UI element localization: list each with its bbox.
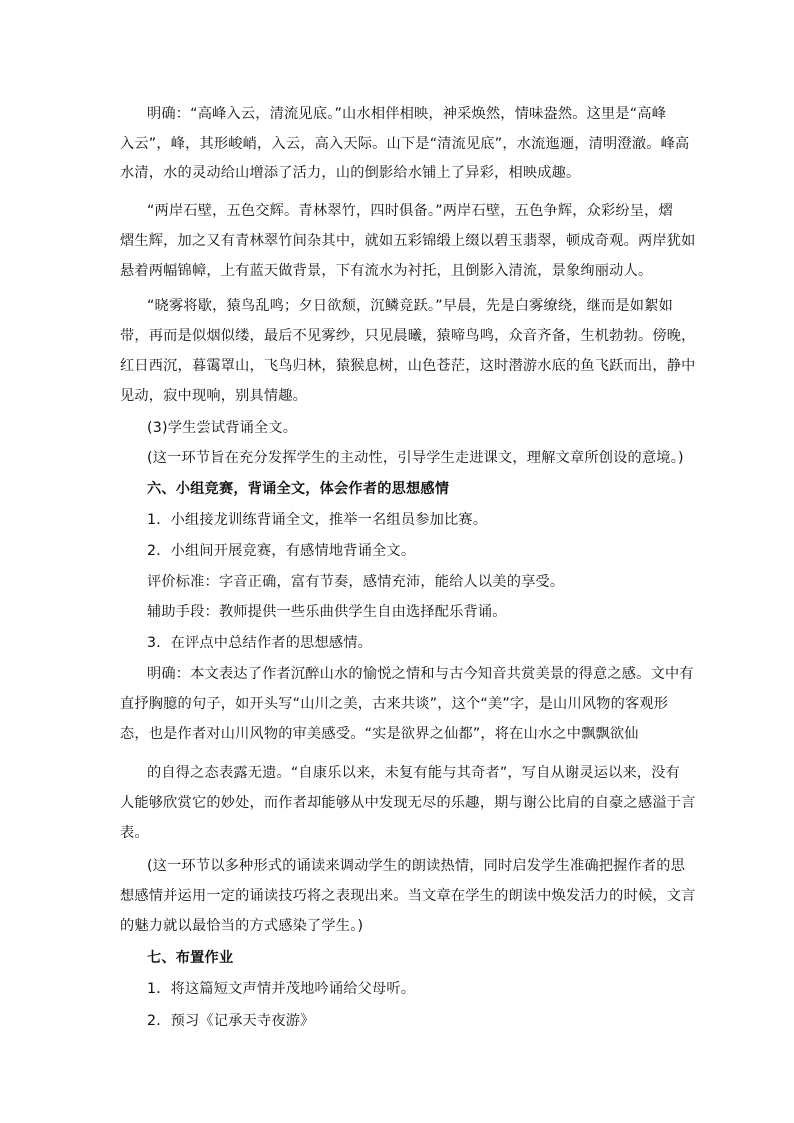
section-heading: 七、布置作业 (147, 950, 234, 966)
paragraph-line: (3)学生尝试背诵全文。 (147, 420, 298, 436)
paragraph-line: 辅助手段：教师提供一些乐曲供学生自由选择配乐背诵。 (147, 604, 507, 620)
paragraph-line: 人能够欣赏它的妙处，而作者却能够从中发现无尽的乐趣，期与谢公比肩的自豪之感溢于言 (120, 795, 696, 811)
paragraph-line: 熠生辉，加之又有青林翠竹间杂其中，就如五彩锦缎上缀以碧玉翡翠，顿成奇观。两岸犹如 (120, 233, 696, 249)
section-heading: 六、小组竞赛，背诵全文，体会作者的思想感情 (147, 481, 450, 497)
paragraph-line: 2．小组间开展竞赛，有感情地背诵全文。 (147, 543, 416, 559)
paragraph-line: 评价标准：字音正确，富有节奏，感情充沛，能给人以美的享受。 (147, 574, 565, 590)
paragraph-line: 3．在评点中总结作者的思想感情。 (147, 635, 373, 651)
paragraph-line: 明确：本文表达了作者沉醉山水的愉悦之情和与古今知音共赏美景的得意之感。文中有 (147, 666, 694, 682)
paragraph-line: 直抒胸臆的句子，如开头写“山川之美，古来共谈”，这个“美”字，是山川风物的客观形 (120, 696, 669, 712)
paragraph-line: 想感情并运用一定的诵读技巧将之表现出来。当文章在学生的朗读中焕发活力的时候，文言 (120, 888, 696, 904)
paragraph-line: “两岸石壁，五色交辉。青林翠竹，四时俱备。”两岸石壁，五色争辉，众彩纷呈，熠 (147, 203, 673, 219)
paragraph-line: 表。 (120, 825, 149, 841)
paragraph-line: 明确：“高峰入云，清流见底。”山水相伴相映，神采焕然，情味盎然。这里是“高峰 (147, 106, 667, 122)
paragraph-line: 悬着两幅锦幛，上有蓝天做背景，下有流水为衬托，且倒影入清流，景象绚丽动人。 (120, 263, 653, 279)
paragraph-line: 的魅力就以最恰当的方式感染了学生。) (120, 918, 364, 934)
paragraph-line: 带，再而是似烟似缕，最后不见雾纱，只见晨曦，猿啼鸟鸣，众音齐备，生机勃勃。傍晚， (120, 328, 696, 344)
paragraph-line: 2．预习《记承天寺夜游》 (147, 1013, 315, 1029)
paragraph-line: (这一环节以多种形式的诵读来调动学生的朗读热情，同时启发学生准确把握作者的思 (147, 858, 686, 874)
paragraph-line: “晓雾将歇，猿鸟乱鸣；夕日欲颓，沉鳞竞跃。”早晨，先是白雾缭绕，继而是如絮如 (147, 298, 673, 314)
paragraph-line: 见动，寂中现响，别具情趣。 (120, 388, 308, 404)
paragraph-line: 1．小组接龙训练背诵全文，推举一名组员参加比赛。 (147, 512, 488, 528)
paragraph-line: 水清，水的灵动给山增添了活力，山的倒影给水铺上了异彩，相映成趣。 (120, 165, 581, 181)
paragraph-line: (这一环节旨在充分发挥学生的主动性，引导学生走进课文，理解文章所创设的意境。) (147, 450, 684, 466)
paragraph-line: 态，也是作者对山川风物的审美感受。“实是欲界之仙都”，将在山水之中飘飘欲仙 (120, 726, 639, 742)
paragraph-line: 入云”，峰，其形峻峭，入云，高入天际。山下是“清流见底”，水流迤逦，清明澄澈。峰高 (120, 136, 690, 152)
paragraph-line: 1．将这篇短文声情并茂地吟诵给父母听。 (147, 981, 416, 997)
paragraph-line: 红日西沉，暮霭罩山，飞鸟归林，猿猴息树，山色苍茫，这时潜游水底的鱼飞跃而出，静中 (120, 358, 696, 374)
paragraph-line: 的自得之态表露无遗。“自康乐以来，未复有能与其奇者”，写自从谢灵运以来，没有 (147, 765, 681, 781)
